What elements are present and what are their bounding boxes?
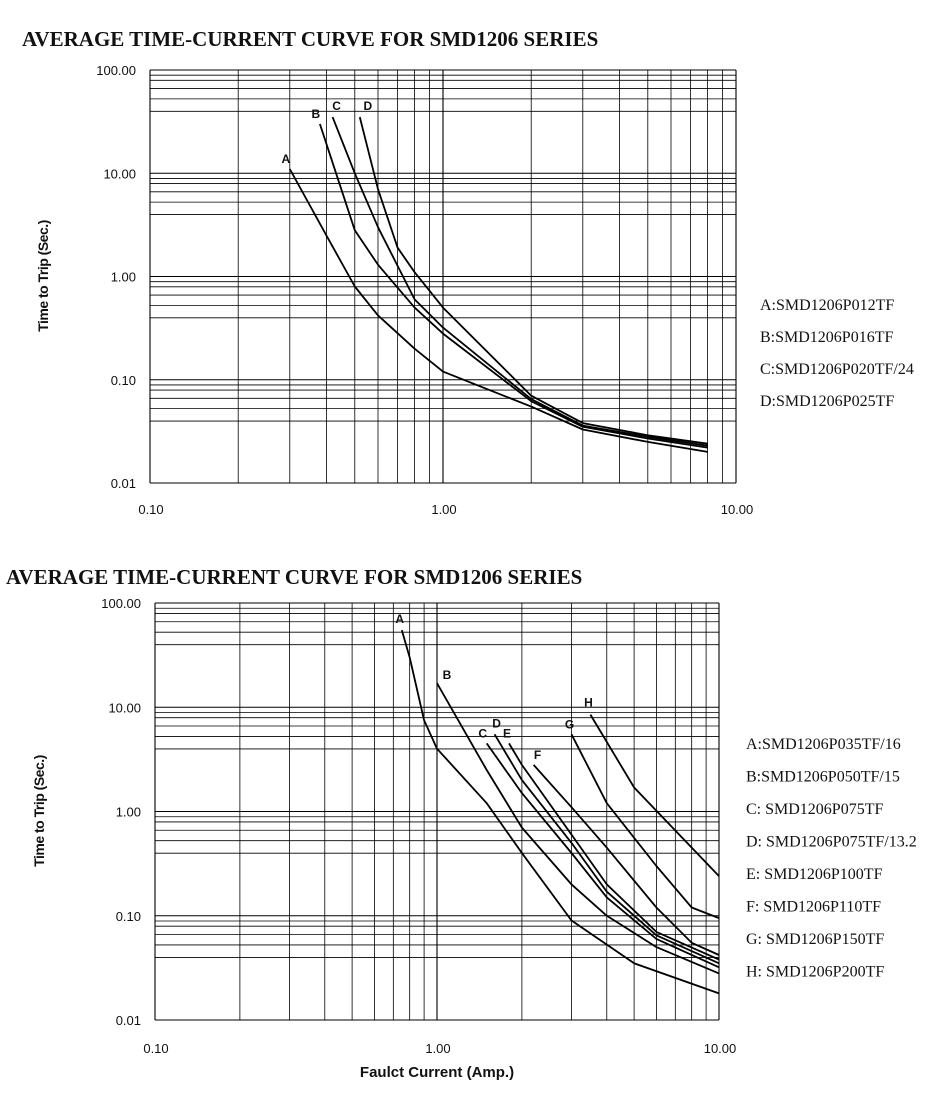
bottom-legend-entry-a: A:SMD1206P035TF/16: [746, 736, 901, 753]
top-legend-entry-b: B:SMD1206P016TF: [760, 329, 894, 346]
bottom-curve-label-b: B: [442, 668, 452, 683]
bottom-legend-entry-g: G: SMD1206P150TF: [746, 931, 885, 948]
bottom-x-tick-label: 1.00: [425, 1041, 451, 1056]
top-curve-d: [360, 117, 708, 444]
top-chart-title: AVERAGE TIME-CURRENT CURVE FOR SMD1206 SERIES: [22, 27, 599, 51]
bottom-chart-title: AVERAGE TIME-CURRENT CURVE FOR SMD1206 SERIES: [6, 565, 583, 589]
bottom-curves: [395, 612, 719, 993]
top-y-tick-label: 1.00: [110, 269, 136, 285]
top-x-tick-label: 0.10: [138, 502, 164, 517]
top-curve-label-d: D: [363, 99, 373, 114]
bottom-x-tick-label: 0.10: [143, 1041, 169, 1056]
top-grid: [150, 70, 736, 483]
top-x-tick-label: 1.00: [431, 502, 457, 517]
bottom-legend-entry-h: H: SMD1206P200TF: [746, 963, 885, 981]
chart-bottom: [6, 565, 917, 1081]
bottom-y-tick-label: 0.10: [115, 908, 141, 924]
top-legend-entry-d: D:SMD1206P025TF: [760, 393, 895, 410]
bottom-curve-label-h: H: [584, 695, 593, 710]
bottom-curve-label-c: C: [478, 726, 487, 741]
bottom-curve-label-g: G: [564, 717, 575, 732]
chart-top: [22, 27, 914, 517]
top-x-tick-label: 10.00: [720, 502, 754, 517]
top-legend: [760, 297, 914, 410]
bottom-legend-entry-e: E: SMD1206P100TF: [746, 866, 883, 883]
bottom-legend-entry-d: D: SMD1206P075TF/13.2: [746, 833, 917, 851]
bottom-y-tick-label: 0.01: [115, 1013, 141, 1028]
top-legend-entry-a: A:SMD1206P012TF: [760, 297, 895, 314]
bottom-x-tick-label: 10.00: [703, 1041, 737, 1056]
top-y-tick-label: 0.10: [110, 372, 136, 388]
bottom-legend-entry-f: F: SMD1206P110TF: [746, 898, 881, 916]
bottom-y-tick-label: 10.00: [108, 700, 141, 716]
bottom-legend-entry-b: B:SMD1206P050TF/15: [746, 768, 900, 786]
bottom-x-axis-label: Faulct Current (Amp.): [359, 1064, 515, 1081]
bottom-y-tick-label: 100.00: [101, 596, 141, 611]
bottom-curve-label-a: A: [395, 612, 405, 627]
bottom-curve-label-e: E: [502, 726, 511, 741]
top-curve-label-b: B: [311, 106, 321, 121]
top-y-axis-label: Time to Trip (Sec.): [35, 220, 51, 332]
bottom-y-tick-label: 1.00: [115, 804, 141, 820]
bottom-curve-g: [572, 734, 720, 918]
bottom-legend-entry-c: C: SMD1206P075TF: [746, 801, 884, 818]
top-curves: [281, 99, 707, 452]
top-curve-label-a: A: [281, 151, 291, 166]
bottom-grid: [155, 603, 719, 1020]
top-legend-entry-c: C:SMD1206P020TF/24: [760, 361, 914, 378]
top-y-tick-label: 100.00: [96, 63, 136, 78]
top-y-tick-label: 0.01: [110, 476, 136, 491]
bottom-curve-label-d: D: [492, 716, 501, 731]
bottom-legend: [746, 736, 917, 981]
bottom-curve-e: [509, 743, 719, 959]
top-curve-a: [290, 169, 708, 452]
bottom-y-axis-label: Time to Trip (Sec.): [31, 755, 47, 867]
top-y-tick-label: 10.00: [103, 166, 136, 182]
bottom-curve-label-f: F: [533, 747, 542, 762]
top-curve-label-c: C: [332, 99, 341, 114]
